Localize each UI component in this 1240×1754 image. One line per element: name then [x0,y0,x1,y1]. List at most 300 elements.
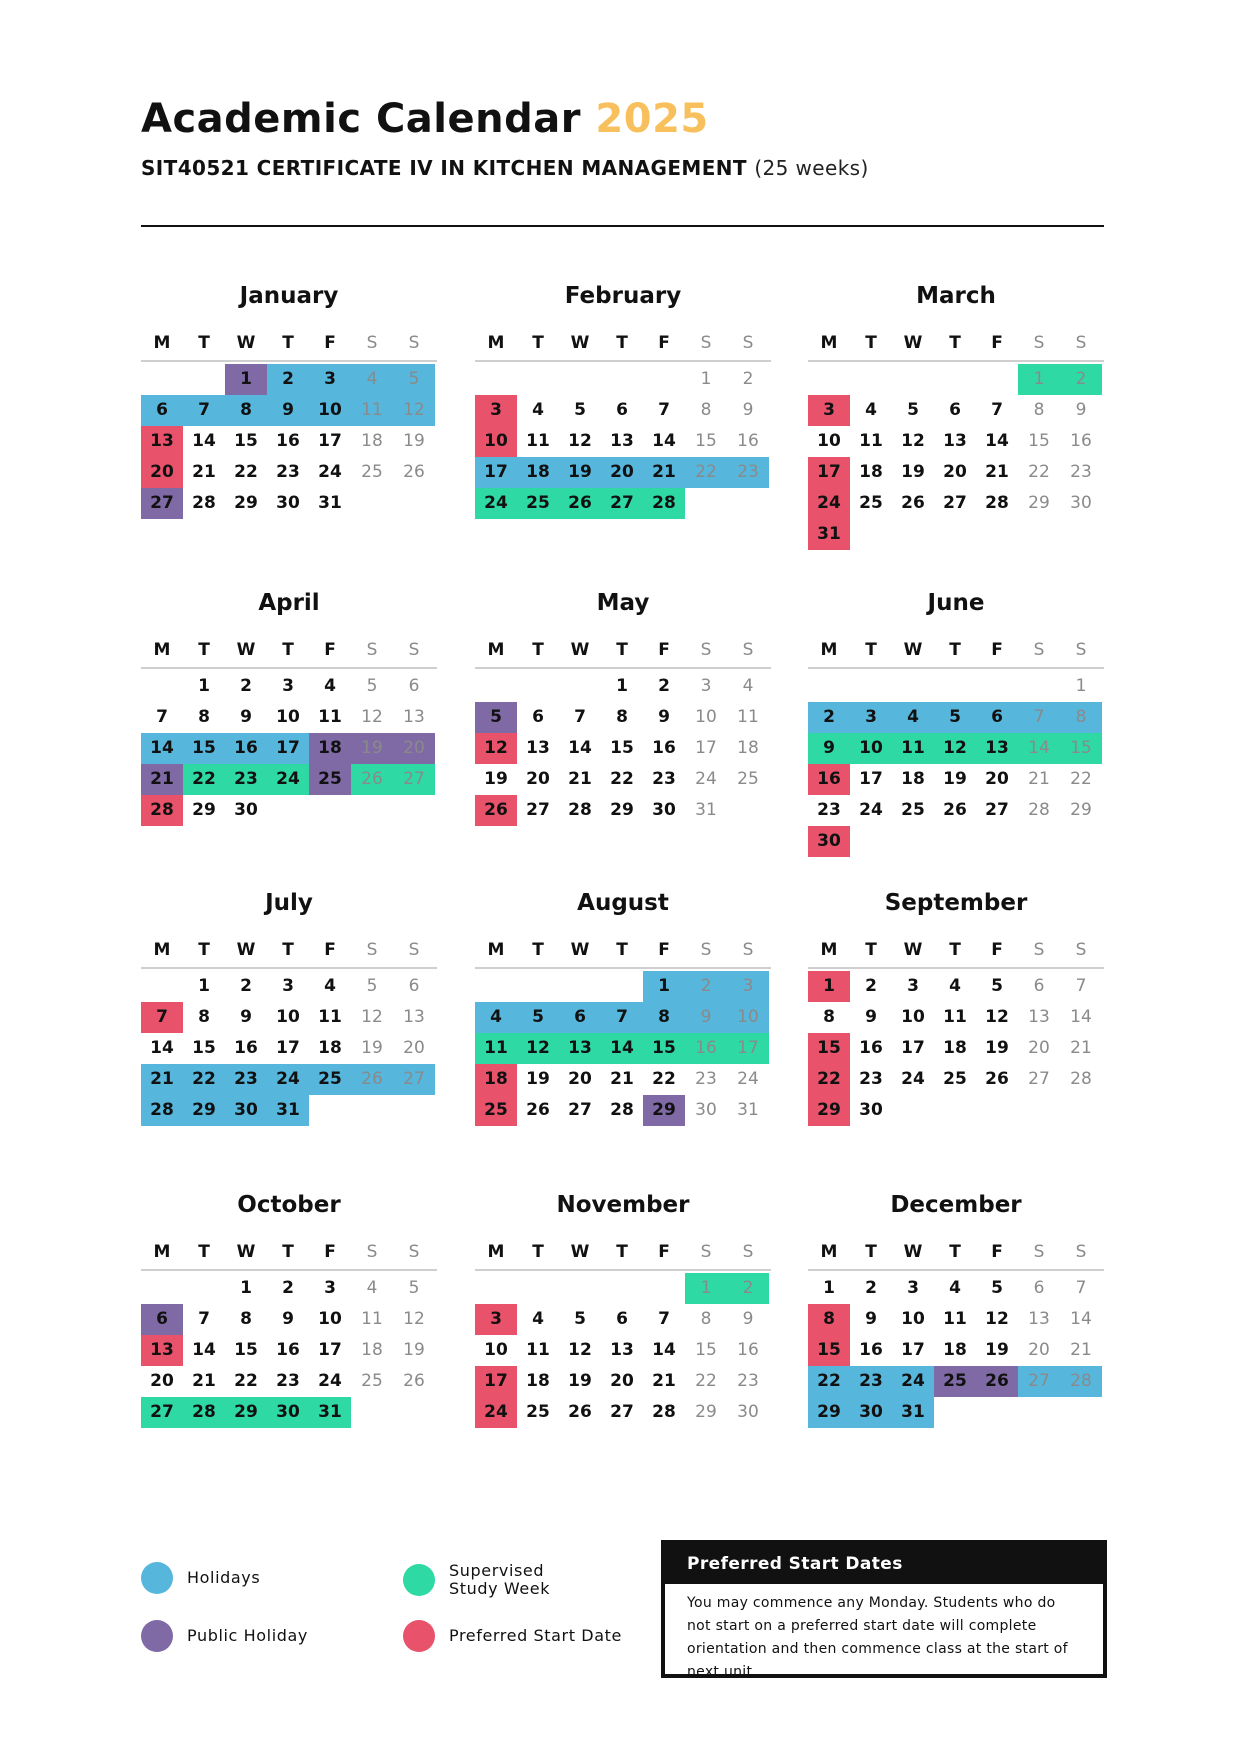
day-cell: 29 [808,1095,850,1126]
empty-cell [141,1273,183,1304]
day-cell: 28 [1070,1069,1092,1089]
day-cell: 1 [1075,676,1087,696]
day-cell: 5 [408,1278,420,1298]
day-grid [475,364,771,519]
day-cell: 21 [141,764,183,795]
day-cell: 15 [808,1335,850,1366]
weekday-label: W [903,1242,923,1262]
day-cell: 20 [610,1371,634,1391]
day-cell: 26 [976,1366,1018,1397]
weekday-label: W [570,333,590,353]
day-cell: 30 [234,800,258,820]
day-cell: 11 [859,431,883,451]
day-cell: 18 [318,1038,342,1058]
day-cell: 11 [943,1309,967,1329]
weekday-label: F [658,940,670,960]
weekday-label: S [700,1242,712,1262]
weekday-label: S [366,940,378,960]
day-cell: 15 [192,1038,216,1058]
day-cell: 31 [737,1100,759,1120]
day-cell: 2 [282,1278,294,1298]
day-cell: 9 [865,1007,877,1027]
day-cell: 25 [934,1366,976,1397]
day-cell: 11 [318,1007,342,1027]
day-cell: 2 [1060,364,1102,395]
weekday-label: T [282,640,294,660]
day-cell: 27 [1028,1069,1050,1089]
day-cell: 20 [943,462,967,482]
day-cell: 2 [727,1273,769,1304]
day-cell: 5 [934,702,976,733]
day-cell: 23 [727,457,769,488]
day-cell: 20 [1028,1340,1050,1360]
day-cell: 2 [808,702,850,733]
day-cell: 9 [658,707,670,727]
day-cell: 16 [859,1038,883,1058]
day-grid [808,971,1104,1126]
day-cell: 28 [568,800,592,820]
weekday-label: S [742,333,754,353]
month-name: April [258,590,320,616]
weekday-label: S [1075,640,1087,660]
day-cell: 10 [727,1002,769,1033]
day-cell: 21 [610,1069,634,1089]
day-cell: 10 [901,1007,925,1027]
day-cell: 29 [225,1397,267,1428]
day-cell: 1 [240,1278,252,1298]
day-cell: 19 [484,769,508,789]
month-june [808,583,1104,857]
day-cell: 6 [408,976,420,996]
day-cell: 3 [475,1304,517,1335]
day-cell: 25 [901,800,925,820]
empty-cell [934,364,976,395]
empty-cell [601,364,643,395]
day-cell: 20 [601,457,643,488]
day-cell: 12 [517,1033,559,1064]
day-cell: 27 [568,1100,592,1120]
legend-public-holiday-label: Public Holiday [187,1626,308,1645]
day-cell: 21 [141,1064,183,1095]
day-cell: 12 [934,733,976,764]
day-cell: 4 [324,976,336,996]
day-cell: 5 [991,1278,1003,1298]
month-november [475,1185,771,1428]
day-cell: 3 [282,976,294,996]
day-cell: 1 [700,369,712,389]
weekday-label: W [236,640,256,660]
day-grid [808,1273,1104,1428]
day-cell: 17 [859,769,883,789]
day-cell: 12 [361,1007,383,1027]
legend-holidays-label: Holidays [187,1568,261,1587]
day-cell: 28 [985,493,1009,513]
empty-cell [643,364,685,395]
day-cell: 18 [517,457,559,488]
day-cell: 20 [568,1069,592,1089]
day-cell: 28 [643,488,685,519]
day-cell: 16 [685,1033,727,1064]
day-cell: 17 [727,1033,769,1064]
day-cell: 29 [610,800,634,820]
weekday-label: T [282,940,294,960]
weekday-label: M [153,333,171,353]
weekday-header [475,326,771,360]
day-cell: 16 [737,431,759,451]
day-cell: 10 [850,733,892,764]
day-cell: 22 [695,1371,717,1391]
day-cell: 23 [737,1371,759,1391]
day-cell: 10 [817,431,841,451]
day-cell: 18 [901,769,925,789]
day-cell: 7 [991,400,1003,420]
day-cell: 6 [1033,976,1045,996]
day-cell: 7 [1075,976,1087,996]
weekday-label: T [198,940,210,960]
day-cell: 18 [475,1064,517,1095]
weekday-header [475,933,771,967]
day-cell: 13 [559,1033,601,1064]
day-cell: 13 [610,1340,634,1360]
day-cell: 5 [574,1309,586,1329]
day-cell: 9 [742,1309,754,1329]
empty-cell [517,671,559,702]
day-cell: 10 [318,1309,342,1329]
day-cell: 19 [526,1069,550,1089]
month-name: May [596,590,650,616]
study-week-swatch-icon [403,1564,435,1596]
day-cell: 25 [859,493,883,513]
weekday-label: T [282,333,294,353]
day-cell: 6 [408,676,420,696]
weekday-label: S [700,333,712,353]
weekday-header [808,933,1104,967]
day-cell: 8 [700,1309,712,1329]
weekday-label: S [366,333,378,353]
title-year: 2025 [595,96,709,142]
day-grid [141,671,437,826]
day-cell: 14 [1018,733,1060,764]
weekday-label: M [487,333,505,353]
weekday-label: W [903,333,923,353]
day-cell: 15 [183,733,225,764]
day-cell: 26 [403,1371,425,1391]
day-cell: 16 [276,431,300,451]
day-cell: 14 [985,431,1009,451]
day-cell: 4 [532,400,544,420]
weekday-label: F [991,640,1003,660]
day-cell: 19 [403,1340,425,1360]
weekday-divider [475,667,771,669]
day-cell: 3 [850,702,892,733]
day-cell: 1 [643,971,685,1002]
day-cell: 28 [141,795,183,826]
month-march [808,276,1104,550]
title-text: Academic Calendar [141,96,581,142]
weekday-label: T [949,333,961,353]
day-cell: 27 [943,493,967,513]
month-name: September [884,890,1028,916]
empty-cell [559,971,601,1002]
day-cell: 1 [1018,364,1060,395]
day-cell: 4 [949,1278,961,1298]
empty-cell [517,971,559,1002]
weekday-header [475,1235,771,1269]
day-cell: 3 [475,395,517,426]
day-cell: 30 [859,1100,883,1120]
weekday-label: M [487,940,505,960]
weekday-divider [141,967,437,969]
day-cell: 16 [737,1340,759,1360]
weekday-label: S [366,640,378,660]
day-cell: 21 [192,462,216,482]
day-cell: 22 [808,1064,850,1095]
day-cell: 14 [568,738,592,758]
day-cell: 21 [1070,1340,1092,1360]
day-cell: 17 [267,733,309,764]
weekday-label: T [949,640,961,660]
day-cell: 3 [282,676,294,696]
day-cell: 24 [695,769,717,789]
day-cell: 31 [892,1397,934,1428]
day-cell: 26 [351,1064,393,1095]
day-cell: 22 [610,769,634,789]
empty-cell [141,971,183,1002]
month-name: March [916,283,996,309]
day-cell: 27 [601,488,643,519]
day-cell: 3 [727,971,769,1002]
day-cell: 20 [403,1038,425,1058]
day-cell: 22 [1070,769,1092,789]
weekday-label: S [700,640,712,660]
weekday-label: T [198,640,210,660]
day-cell: 24 [267,1064,309,1095]
day-cell: 12 [393,395,435,426]
day-cell: 31 [309,1397,351,1428]
day-cell: 19 [351,733,393,764]
day-cell: 26 [985,1069,1009,1089]
day-cell: 22 [808,1366,850,1397]
day-cell: 18 [361,431,383,451]
weekday-divider [141,360,437,362]
weekday-label: S [408,1242,420,1262]
day-cell: 19 [985,1340,1009,1360]
weekday-divider [475,1269,771,1271]
empty-cell [141,364,183,395]
weekday-label: F [658,640,670,660]
day-cell: 5 [366,976,378,996]
day-cell: 2 [742,369,754,389]
day-cell: 5 [574,400,586,420]
day-cell: 29 [643,1095,685,1126]
day-cell: 21 [1028,769,1050,789]
empty-cell [475,971,517,1002]
day-cell: 10 [695,707,717,727]
day-cell: 19 [403,431,425,451]
day-cell: 7 [601,1002,643,1033]
day-cell: 15 [234,431,258,451]
weekday-label: W [236,1242,256,1262]
day-cell: 21 [643,457,685,488]
month-name: November [556,1192,690,1218]
weekday-label: M [153,940,171,960]
day-cell: 18 [859,462,883,482]
day-cell: 25 [943,1069,967,1089]
day-cell: 15 [1060,733,1102,764]
empty-cell [850,364,892,395]
weekday-label: W [236,333,256,353]
day-cell: 31 [808,519,850,550]
day-cell: 27 [610,1402,634,1422]
day-cell: 8 [198,1007,210,1027]
legend-study-week [403,1562,559,1598]
day-grid [475,1273,771,1428]
month-october [141,1185,437,1428]
day-cell: 13 [1028,1309,1050,1329]
day-cell: 16 [1070,431,1092,451]
weekday-label: F [324,1242,336,1262]
day-cell: 27 [985,800,1009,820]
day-cell: 1 [823,1278,835,1298]
day-cell: 7 [574,707,586,727]
month-name: June [927,590,985,616]
day-cell: 16 [276,1340,300,1360]
month-january [141,276,437,519]
day-cell: 8 [198,707,210,727]
public-holiday-swatch-icon [141,1620,173,1652]
weekday-label: T [282,1242,294,1262]
day-cell: 24 [318,462,342,482]
day-cell: 21 [568,769,592,789]
month-name: July [265,890,313,916]
day-cell: 29 [1070,800,1092,820]
day-cell: 1 [225,364,267,395]
day-cell: 19 [559,457,601,488]
day-cell: 15 [610,738,634,758]
day-cell: 19 [568,1371,592,1391]
day-cell: 21 [652,1371,676,1391]
preferred-start-swatch-icon [403,1620,435,1652]
day-cell: 11 [943,1007,967,1027]
month-july [141,883,437,1126]
day-cell: 15 [808,1033,850,1064]
day-cell: 25 [517,488,559,519]
day-cell: 24 [892,1366,934,1397]
day-grid [475,971,771,1126]
weekday-label: S [742,1242,754,1262]
day-cell: 25 [309,764,351,795]
day-cell: 12 [568,1340,592,1360]
day-cell: 10 [901,1309,925,1329]
day-cell: 9 [240,1007,252,1027]
day-cell: 29 [808,1397,850,1428]
day-cell: 15 [234,1340,258,1360]
empty-cell [601,1273,643,1304]
day-cell: 2 [240,976,252,996]
weekday-label: T [532,1242,544,1262]
day-cell: 1 [685,1273,727,1304]
empty-cell [559,1273,601,1304]
day-cell: 24 [475,1397,517,1428]
day-cell: 10 [484,1340,508,1360]
weekday-label: S [700,940,712,960]
day-cell: 22 [183,764,225,795]
day-cell: 16 [652,738,676,758]
day-cell: 23 [225,764,267,795]
day-cell: 6 [141,395,183,426]
day-cell: 9 [282,1309,294,1329]
weekday-label: S [408,940,420,960]
weekday-header [141,326,437,360]
day-cell: 1 [198,976,210,996]
day-cell: 26 [526,1100,550,1120]
day-cell: 28 [183,1397,225,1428]
day-cell: 18 [361,1340,383,1360]
day-grid [141,1273,437,1428]
day-cell: 9 [685,1002,727,1033]
day-cell: 31 [695,800,717,820]
day-cell: 30 [267,1397,309,1428]
day-cell: 14 [192,1340,216,1360]
day-cell: 4 [532,1309,544,1329]
day-grid [475,671,771,826]
day-cell: 8 [1060,702,1102,733]
day-cell: 24 [737,1069,759,1089]
day-cell: 19 [985,1038,1009,1058]
weekday-label: F [658,333,670,353]
day-cell: 11 [318,707,342,727]
day-cell: 24 [901,1069,925,1089]
day-cell: 4 [892,702,934,733]
day-cell: 22 [685,457,727,488]
day-cell: 13 [610,431,634,451]
weekday-label: F [991,333,1003,353]
day-cell: 19 [361,1038,383,1058]
day-cell: 26 [568,1402,592,1422]
day-cell: 30 [1070,493,1092,513]
day-cell: 17 [318,431,342,451]
day-cell: 22 [652,1069,676,1089]
weekday-label: S [1033,1242,1045,1262]
weekday-label: S [408,333,420,353]
empty-cell [141,671,183,702]
day-cell: 29 [695,1402,717,1422]
day-cell: 28 [1060,1366,1102,1397]
weekday-label: W [903,640,923,660]
empty-cell [976,671,1018,702]
day-cell: 11 [361,1309,383,1329]
day-cell: 7 [198,1309,210,1329]
month-september [808,883,1104,1126]
weekday-label: T [532,940,544,960]
day-cell: 24 [267,764,309,795]
weekday-label: T [198,333,210,353]
day-cell: 5 [366,676,378,696]
month-december [808,1185,1104,1428]
day-cell: 7 [156,707,168,727]
weekday-label: S [742,940,754,960]
weekday-label: W [570,640,590,660]
weekday-label: M [153,1242,171,1262]
day-cell: 12 [361,707,383,727]
weekday-label: S [1075,1242,1087,1262]
weekday-label: T [949,940,961,960]
weekday-label: T [865,640,877,660]
day-cell: 3 [324,1278,336,1298]
day-cell: 3 [907,1278,919,1298]
day-cell: 6 [559,1002,601,1033]
empty-cell [559,364,601,395]
